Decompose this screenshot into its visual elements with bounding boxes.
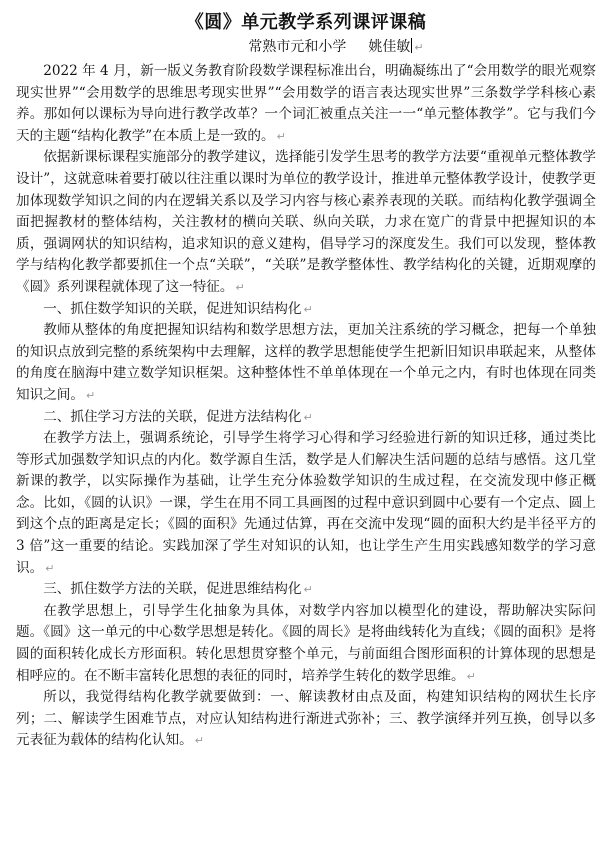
paragraph-mark-icon: ↵ [303,583,313,597]
author-name: 姚佳敏 [368,39,411,55]
section-2-body: 在教学方法上，强调系统论，引导学生将学习心得和学习经验进行新的知识迁移，通过类比等形式加强数学知识点的内化。数学源自生活，数学是人们解决生活问题的总结与感悟。这几堂新课的教学，以实际操作为基础，让学生充分体验数学知识的生成过程，在交流发现中修正概念。比如，《圆的认识》一课，学生在用不同工具画图的过程中意识到圆中心要有一个定点、圆上到这个点的距离是定长；《圆的面积》先通过估算，再在交流中发现“圆的面积大约是半径平方的 3 倍”这一重要的结论。实践加深了学生对知识的认知，也让学生产生用实践感知数学的学习意识。 ↵ [16,430,596,576]
paragraph-mark-icon: ↵ [303,302,313,316]
paragraph-mark-icon: ↵ [235,280,245,294]
section-3-heading: 三、抓住数学方法的关联，促进思维结构化 ↵ [43,581,313,598]
paragraph-mark-icon: ↵ [85,388,96,402]
paragraph-mark-icon: ↵ [194,734,204,748]
document-title: 《圆》单元教学系列课评课稿 [185,12,427,33]
paragraph-mark-icon: ↵ [276,129,286,143]
section-1-heading: 一、抓住数学知识的关联，促进知识结构化 ↵ [43,300,313,317]
section-3-body: 在教学思想上，引导学生化抽象为具体，对数学内容加以模型化的建设，帮助解决实际问题。《圆》这一单元的中心数学思想是转化。《圆的周长》是将曲线转化为直线；《圆的面积》是将圆的面积转化成长方形面积。转化思想贯穿整个单元，与前面组合图形面积的计算体现的思想是相呼应的。在不断丰富转化思想的表征的同时，培养学生转化的数学思维。 ↵ [16,602,596,684]
paragraph-mark-icon: ↵ [303,410,313,424]
intro-paragraph-2: 依据新课标课程实施部分的教学建议，选择能引发学生思考的教学方法要“重视单元整体教学设计”，这就意味着要打破以往注重以课时为单位的教学设计，推进单元整体教学设计，使教学更加体现数学知识之间的内在逻辑关系以及学习内容与核心素养表现的关联。而结构化教学强调全面把握教材的整体结构，关注教材的横向关联、纵向关联，力求在宽广的背景中把握知识的本质，强调网状的知识结构，追求知识的意义建构，倡导学习的深度发生。我们可以发现，整体教学与结构化教学都要抓住一个点“关联”，“关联”是教学整体性、教学结构化的关键，近期观摩的《圆》系列课程就体现了这一特征。 ↵ [16,149,596,295]
text-cursor [411,38,412,53]
paragraph-mark-icon: ↵ [466,669,476,683]
paragraph-mark-icon: ↵ [414,41,424,54]
closing-paragraph: 所以，我觉得结构化教学就要做到：一、解读教材由点及面，构建知识结构的网状生长序列；二、解读学生困难节点，对应认知结构进行渐进式弥补；三、教学演绎并列互换，创导以多元表征为载体的结构化认知。 ↵ [16,689,596,749]
author-line [16,36,596,59]
intro-paragraph-1: 2022 年 4 月，新一版义务教育阶段数学课程标准出台，明确凝练出了“会用数学的眼光观察现实世界”“会用数学的思维思考现实世界”“会用数学的语言表达现实世界”三条数学学科核心素养。那如何以课标为导向进行教学改革？一个词汇被重点关注一一“单元整体教学”。它与我们今天的主题“结构化教学”在本质上是一致的。 ↵ [16,63,596,144]
paragraph-mark-icon: ↵ [45,561,55,575]
section-2-heading: 二、抓住学习方法的关联，促进方法结构化 ↵ [43,408,313,425]
author-school: 常熟市元和小学 [248,39,347,55]
section-1-body: 教师从整体的角度把握知识结构和数学思想方法，更加关注系统的学习概念，把每一个单独的知识点放到完整的系统架构中去理解，这样的教学思想能使学生把新旧知识串联起来，从整体的角度在脑海中建立数学知识框架。这种整体性不单单体现在一个单元之内，有时也体现在同类知识之间。 ↵ [16,322,596,403]
